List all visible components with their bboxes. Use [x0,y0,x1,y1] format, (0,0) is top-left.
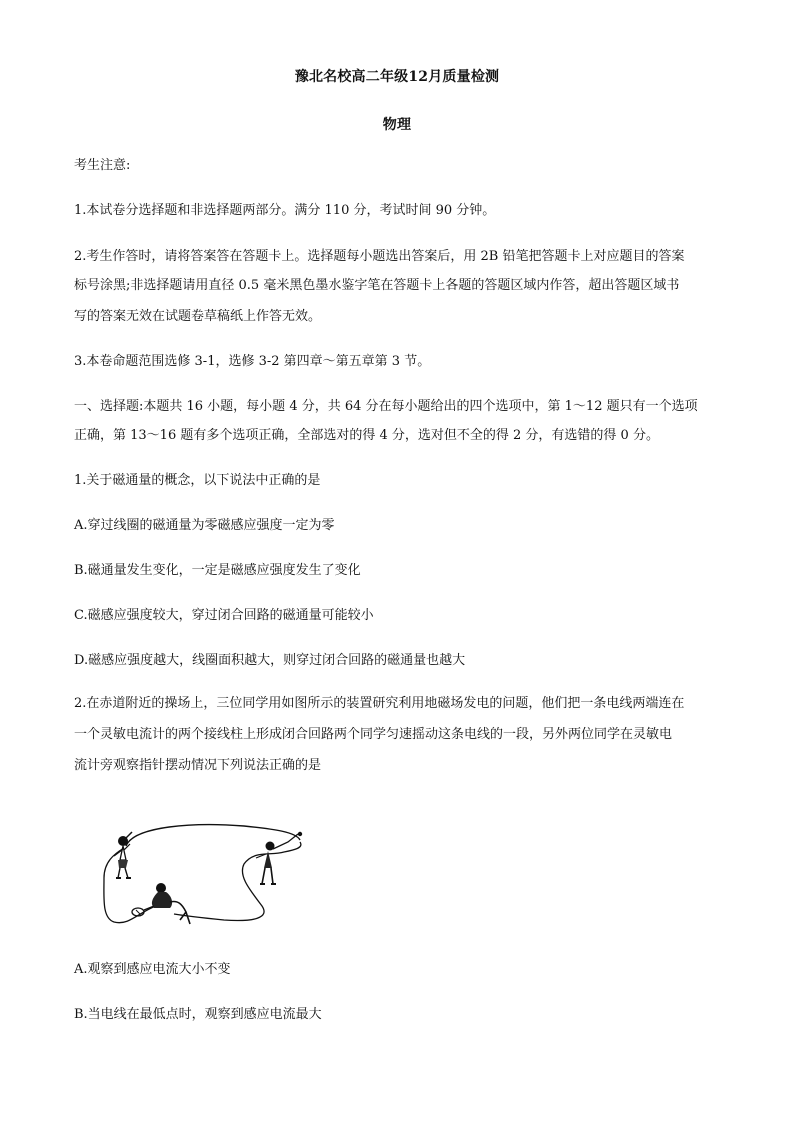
note-line: 1.本试卷分选择题和非选择题两部分。满分 110 分，考试时间 90 分钟。 [74,203,496,218]
notice-heading: 考生注意: [74,158,131,173]
subject-title: 物理 [382,117,412,133]
question-2-stem: 2.在赤道附近的操场上，三位同学用如图所示的装置研究利用地磁场发电的问题，他们把一条电线两端连在 [74,696,685,711]
question-2-option-a: A.观察到感应电流大小不变 [74,962,231,977]
question-1-stem: 1.关于磁通量的概念，以下说法中正确的是 [74,473,321,488]
student-left [114,832,132,878]
question-1-option-c: C.磁感应强度较大，穿过闭合回路的磁通量可能较小 [74,608,374,623]
section-instruction: 正确，第 13～16 题有多个选项正确，全部选对的得 4 分，选对但不全的得 2 分，有选错的得 0 分。 [74,428,659,443]
student-observer [132,883,190,924]
section-instruction: 一、选择题:本题共 16 小题，每小题 4 分，共 64 分在每小题给出的四个选项中，第 1～12 题只有一个选项 [74,399,698,414]
question-2-stem: 一个灵敏电流计的两个接线柱上形成闭合回路两个同学匀速摇动这条电线的一段，另外两位同学在灵敏电 [74,727,673,742]
earth-magnetic-generator-figure [74,820,309,935]
question-2-option-b: B.当电线在最低点时，观察到感应电流最大 [74,1007,322,1022]
question-1-option-a: A.穿过线圈的磁通量为零磁感应强度一定为零 [74,518,335,533]
exam-title: 豫北名校高二年级12月质量检测 [294,69,500,85]
note-line: 3.本卷命题范围选修 3-1，选修 3-2 第四章～第五章第 3 节。 [74,354,431,369]
note-line: 写的答案无效在试题卷草稿纸上作答无效。 [74,309,322,324]
question-1-option-b: B.磁通量发生变化，一定是磁感应强度发生了变化 [74,563,361,578]
student-right [256,832,302,884]
question-2-stem: 流计旁观察指针摆动情况下列说法正确的是 [74,758,322,773]
note-line: 2.考生作答时，请将答案答在答题卡上。选择题每小题选出答案后，用 2B 铅笔把答题卡上对应题目的答案 [74,249,685,264]
question-1-option-d: D.磁感应强度越大，线圈面积越大，则穿过闭合回路的磁通量也越大 [74,653,466,668]
note-line: 标号涂黑;非选择题请用直径 0.5 毫米黑色墨水鉴字笔在答题卡上各题的答题区域内作答，超出答题区域书 [74,278,680,293]
